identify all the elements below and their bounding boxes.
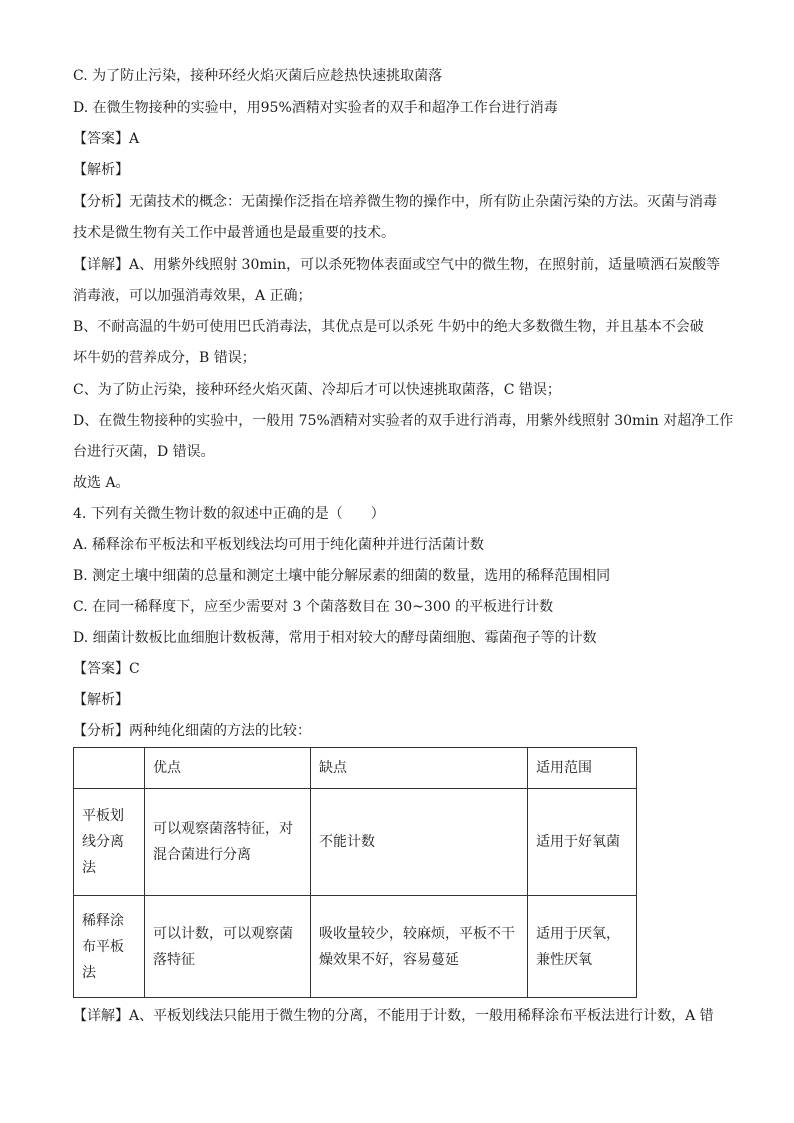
table-header-cell: 缺点: [311, 748, 528, 789]
table-cell: 不能计数: [311, 789, 528, 896]
table-cell-method: 平板划线分离法: [74, 789, 145, 896]
comparison-table: [73, 747, 637, 998]
table-cell: 适用于好氧菌: [528, 789, 637, 896]
question-4-option-c: C. 在同一稀释度下，应至少需要对 3 个菌落数目在 30~300 的平板进行计数: [73, 599, 554, 615]
detail-line: 【详解】A、平板划线法只能用于微生物的分离，不能用于计数，一般用稀释涂布平板法进行计数，A 错: [73, 1008, 714, 1024]
analysis-label: 【解析】: [73, 692, 129, 708]
table-header-cell: 优点: [145, 748, 311, 789]
option-c-prev: C. 为了防止污染，接种环经火焰灭菌后应趁热快速挑取菌落: [73, 68, 443, 84]
detail-a-line-2: 消毒液，可以加强消毒效果，A 正确；: [73, 288, 312, 304]
analysis-intro: 【分析】两种纯化细菌的方法的比较：: [73, 723, 311, 739]
detail-d-line-1: D、在微生物接种的实验中，一般用 75%酒精对实验者的双手进行消毒，用紫外线照射 30min 对超净工作: [73, 413, 734, 429]
table-header-row: [74, 748, 637, 789]
answer-label: 【答案】C: [73, 661, 140, 677]
detail-b-line-1: B、不耐高温的牛奶可使用巴氏消毒法，其优点是可以杀死 牛奶中的绝大多数微生物，并且基本不会破: [73, 319, 704, 335]
detail-c-line: C、为了防止污染，接种环经火焰灭菌、冷却后才可以快速挑取菌落，C 错误；: [73, 382, 561, 398]
table-header-cell: [74, 748, 145, 789]
table-row: [74, 896, 637, 998]
question-4-option-d: D. 细菌计数板比血细胞计数板薄，常用于相对较大的酵母菌细胞、霉菌孢子等的计数: [73, 630, 597, 646]
question-4-option-b: B. 测定土壤中细菌的总量和测定土壤中能分解尿素的细菌的数量，选用的稀释范围相同: [73, 568, 611, 584]
detail-a-line-1: 【详解】A、用紫外线照射 30min，可以杀死物体表面或空气中的微生物，在照射前，适量喷洒石炭酸等: [73, 257, 721, 273]
detail-b-line-2: 坏牛奶的营养成分，B 错误；: [73, 350, 256, 366]
table-header-cell: 适用范围: [528, 748, 637, 789]
table-cell: 吸收量较少，较麻烦，平板不干燥效果不好，容易蔓延: [311, 896, 528, 998]
detail-d-line-2: 台进行灭菌，D 错误。: [73, 444, 215, 460]
analysis-text-line-1: 【分析】无菌技术的概念：无菌操作泛指在培养微生物的操作中，所有防止杂菌污染的方法。灭菌与消毒: [73, 194, 717, 210]
table-cell: 可以观察菌落特征，对混合菌进行分离: [145, 789, 311, 896]
question-4-stem: 4. 下列有关微生物计数的叙述中正确的是（ ）: [73, 506, 385, 522]
table-cell: 适用于厌氧，兼性厌氧: [528, 896, 637, 998]
question-4-option-a: A. 稀释涂布平板法和平板划线法均可用于纯化菌种并进行活菌计数: [73, 537, 485, 553]
answer-label-prev: 【答案】A: [73, 131, 140, 147]
choose-answer: 故选 A。: [73, 475, 130, 491]
analysis-text-line-2: 技术是微生物有关工作中最普通也是最重要的技术。: [73, 225, 395, 241]
option-d-prev: D. 在微生物接种的实验中，用95%酒精对实验者的双手和超净工作台进行消毒: [73, 100, 558, 116]
table-cell-method: 稀释涂布平板法: [74, 896, 145, 998]
analysis-label-prev: 【解析】: [73, 162, 129, 178]
table-row: [74, 789, 637, 896]
table-cell: 可以计数，可以观察菌落特征: [145, 896, 311, 998]
